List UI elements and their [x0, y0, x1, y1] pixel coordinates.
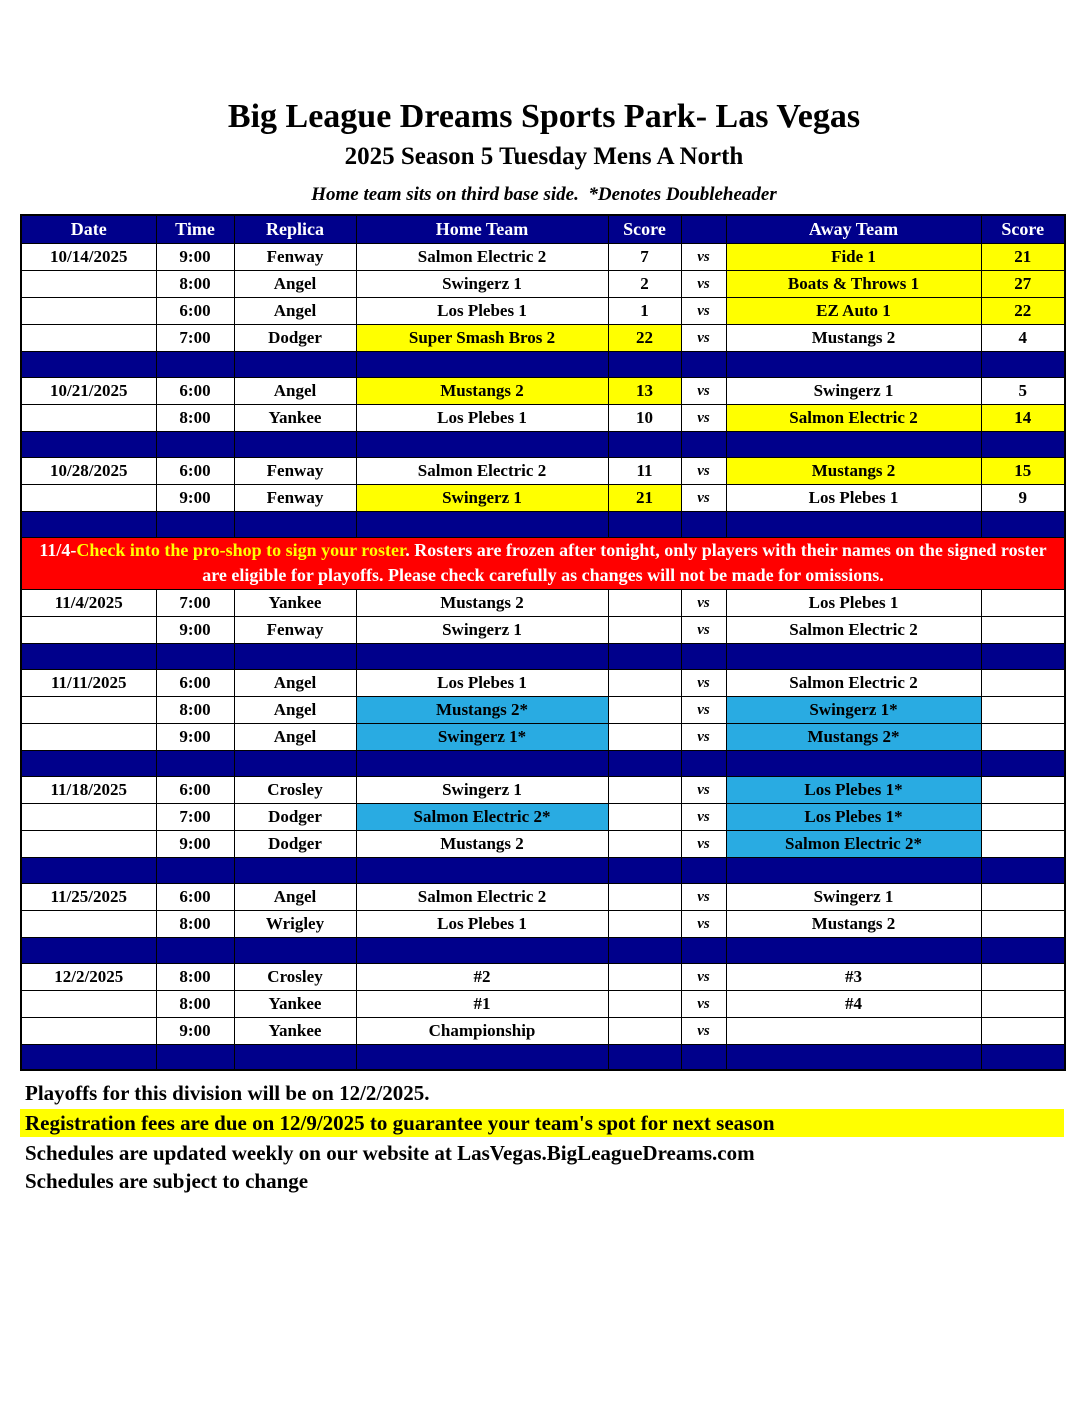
game-row [21, 404, 1065, 431]
cell-away-team: Salmon Electric 2* [726, 830, 981, 857]
footer-subject-to-change-note: Schedules are subject to change [25, 1169, 309, 1193]
cell-date: 11/4/2025 [21, 589, 156, 616]
spacer-cell [234, 643, 356, 669]
cell-away-score: 21 [981, 243, 1065, 270]
cell-time: 6:00 [156, 377, 234, 404]
cell-home-score [608, 963, 681, 990]
cell-away-score [981, 963, 1065, 990]
spacer-cell [234, 351, 356, 377]
cell-time: 9:00 [156, 484, 234, 511]
cell-away-team: Salmon Electric 2 [726, 669, 981, 696]
spacer-cell [726, 431, 981, 457]
col-header-time: Time [156, 215, 234, 243]
game-row [21, 830, 1065, 857]
cell-replica: Fenway [234, 457, 356, 484]
vs-label: vs [681, 404, 726, 431]
cell-away-score [981, 910, 1065, 937]
doubleheader-note: Home team sits on third base side. *Denotes Doubleheader [311, 184, 777, 205]
spacer-cell [726, 351, 981, 377]
spacer-cell [21, 351, 156, 377]
cell-away-team [726, 1017, 981, 1044]
roster-notice-cell [21, 537, 1065, 589]
cell-away-score [981, 723, 1065, 750]
game-row [21, 696, 1065, 723]
cell-home-team: Swingerz 1 [356, 616, 608, 643]
col-header-away-score: Score [981, 215, 1065, 243]
cell-away-team: Mustangs 2 [726, 457, 981, 484]
cell-time: 7:00 [156, 589, 234, 616]
cell-home-team: Salmon Electric 2 [356, 457, 608, 484]
cell-home-team: #2 [356, 963, 608, 990]
cell-away-score [981, 589, 1065, 616]
spacer-cell [608, 937, 681, 963]
cell-time: 7:00 [156, 803, 234, 830]
cell-home-team: Los Plebes 1 [356, 910, 608, 937]
cell-home-team: Swingerz 1 [356, 484, 608, 511]
game-row [21, 324, 1065, 351]
notice-prefix: 11/4- [39, 540, 77, 560]
game-row [21, 990, 1065, 1017]
cell-date: 10/28/2025 [21, 457, 156, 484]
cell-away-team: Swingerz 1 [726, 377, 981, 404]
cell-home-score [608, 696, 681, 723]
spacer-cell [21, 750, 156, 776]
spacer-cell [608, 643, 681, 669]
cell-away-score [981, 830, 1065, 857]
game-row [21, 377, 1065, 404]
spacer-cell [981, 431, 1065, 457]
spacer-cell [234, 1044, 356, 1070]
cell-away-team: Swingerz 1* [726, 696, 981, 723]
notice-rest-text: . Rosters are frozen after tonight, only players with their names on the signed roster are eligible for playoffs. Please check carefully as changes will not be made for omissions. [202, 540, 1047, 585]
cell-away-score: 27 [981, 270, 1065, 297]
cell-home-score: 22 [608, 324, 681, 351]
spacer-cell [981, 1044, 1065, 1070]
table-header-row [21, 215, 1065, 243]
spacer-cell [234, 511, 356, 537]
game-row [21, 484, 1065, 511]
cell-replica: Fenway [234, 484, 356, 511]
spacer-cell [608, 511, 681, 537]
spacer-cell [608, 1044, 681, 1070]
cell-home-score [608, 723, 681, 750]
cell-time: 6:00 [156, 776, 234, 803]
cell-date [21, 910, 156, 937]
cell-date [21, 1017, 156, 1044]
vs-label: vs [681, 910, 726, 937]
cell-away-score [981, 616, 1065, 643]
game-row [21, 270, 1065, 297]
footer-playoffs-note: Playoffs for this division will be on 12/2/2025. [25, 1081, 430, 1105]
notice-highlighted-text: Check into the pro-shop to sign your roster [76, 540, 406, 560]
cell-home-team: Super Smash Bros 2 [356, 324, 608, 351]
cell-away-team: EZ Auto 1 [726, 297, 981, 324]
cell-home-team: Mustangs 2* [356, 696, 608, 723]
cell-away-score [981, 883, 1065, 910]
spacer-cell [356, 857, 608, 883]
cell-date [21, 696, 156, 723]
spacer-cell [356, 643, 608, 669]
spacer-cell [21, 643, 156, 669]
cell-away-score: 5 [981, 377, 1065, 404]
vs-label: vs [681, 963, 726, 990]
cell-away-score [981, 1017, 1065, 1044]
cell-time: 9:00 [156, 830, 234, 857]
spacer-cell [156, 511, 234, 537]
cell-replica: Yankee [234, 990, 356, 1017]
cell-home-score [608, 990, 681, 1017]
spacer-cell [356, 511, 608, 537]
spacer-cell [21, 431, 156, 457]
spacer-cell [21, 511, 156, 537]
cell-replica: Angel [234, 696, 356, 723]
cell-time: 8:00 [156, 910, 234, 937]
cell-date [21, 990, 156, 1017]
cell-date [21, 830, 156, 857]
cell-away-team: Los Plebes 1* [726, 776, 981, 803]
spacer-row [21, 750, 1065, 776]
cell-date: 11/18/2025 [21, 776, 156, 803]
spacer-cell [681, 511, 726, 537]
cell-date: 10/14/2025 [21, 243, 156, 270]
cell-home-team: Mustangs 2 [356, 589, 608, 616]
cell-home-score [608, 883, 681, 910]
cell-home-team: #1 [356, 990, 608, 1017]
vs-label: vs [681, 990, 726, 1017]
game-row [21, 776, 1065, 803]
page-subtitle: 2025 Season 5 Tuesday Mens A North [344, 143, 744, 170]
cell-home-team: Los Plebes 1 [356, 669, 608, 696]
cell-away-team: Fide 1 [726, 243, 981, 270]
spacer-cell [356, 750, 608, 776]
cell-home-team: Swingerz 1* [356, 723, 608, 750]
spacer-row [21, 857, 1065, 883]
cell-home-team: Mustangs 2 [356, 377, 608, 404]
cell-time: 6:00 [156, 297, 234, 324]
spacer-cell [156, 1044, 234, 1070]
game-row [21, 910, 1065, 937]
cell-time: 6:00 [156, 669, 234, 696]
col-header-home-team: Home Team [356, 215, 608, 243]
cell-away-team: Los Plebes 1* [726, 803, 981, 830]
cell-time: 8:00 [156, 990, 234, 1017]
cell-date [21, 484, 156, 511]
vs-label: vs [681, 776, 726, 803]
spacer-cell [234, 857, 356, 883]
game-row [21, 457, 1065, 484]
cell-home-team: Los Plebes 1 [356, 297, 608, 324]
spacer-cell [681, 857, 726, 883]
schedule-table [20, 214, 1066, 1071]
cell-home-team: Salmon Electric 2 [356, 883, 608, 910]
cell-home-team: Salmon Electric 2 [356, 243, 608, 270]
spacer-cell [726, 857, 981, 883]
cell-time: 7:00 [156, 324, 234, 351]
spacer-cell [608, 857, 681, 883]
vs-label: vs [681, 803, 726, 830]
col-header-replica: Replica [234, 215, 356, 243]
cell-date [21, 270, 156, 297]
spacer-cell [156, 431, 234, 457]
cell-away-score [981, 990, 1065, 1017]
cell-date [21, 297, 156, 324]
vs-label: vs [681, 1017, 726, 1044]
cell-away-team: Los Plebes 1 [726, 484, 981, 511]
game-row [21, 723, 1065, 750]
spacer-cell [156, 643, 234, 669]
page-title: Big League Dreams Sports Park- Las Vegas [227, 98, 861, 135]
cell-away-score [981, 696, 1065, 723]
cell-date: 11/25/2025 [21, 883, 156, 910]
cell-date: 12/2/2025 [21, 963, 156, 990]
game-row [21, 297, 1065, 324]
spacer-cell [21, 1044, 156, 1070]
spacer-cell [608, 351, 681, 377]
spacer-cell [681, 351, 726, 377]
spacer-cell [681, 937, 726, 963]
cell-replica: Dodger [234, 324, 356, 351]
cell-home-score [608, 830, 681, 857]
cell-home-score [608, 803, 681, 830]
cell-home-team: Championship [356, 1017, 608, 1044]
col-header-away-team: Away Team [726, 215, 981, 243]
spacer-cell [681, 431, 726, 457]
game-row [21, 616, 1065, 643]
cell-replica: Yankee [234, 1017, 356, 1044]
cell-home-team: Salmon Electric 2* [356, 803, 608, 830]
spacer-cell [726, 1044, 981, 1070]
vs-label: vs [681, 243, 726, 270]
cell-home-score: 13 [608, 377, 681, 404]
roster-notice-row [21, 537, 1065, 589]
cell-away-team: Salmon Electric 2 [726, 616, 981, 643]
cell-away-team: Salmon Electric 2 [726, 404, 981, 431]
vs-label: vs [681, 589, 726, 616]
cell-away-team: #3 [726, 963, 981, 990]
cell-time: 8:00 [156, 963, 234, 990]
spacer-cell [234, 937, 356, 963]
spacer-cell [981, 511, 1065, 537]
cell-home-score: 7 [608, 243, 681, 270]
game-row [21, 963, 1065, 990]
spacer-cell [681, 643, 726, 669]
game-row [21, 669, 1065, 696]
vs-label: vs [681, 270, 726, 297]
cell-replica: Wrigley [234, 910, 356, 937]
spacer-cell [156, 937, 234, 963]
spacer-cell [681, 1044, 726, 1070]
vs-label: vs [681, 297, 726, 324]
vs-label: vs [681, 669, 726, 696]
cell-replica: Fenway [234, 243, 356, 270]
cell-home-score: 21 [608, 484, 681, 511]
vs-label: vs [681, 616, 726, 643]
cell-home-score: 1 [608, 297, 681, 324]
cell-time: 8:00 [156, 270, 234, 297]
cell-away-score: 22 [981, 297, 1065, 324]
cell-away-team: Boats & Throws 1 [726, 270, 981, 297]
cell-replica: Angel [234, 723, 356, 750]
cell-away-score: 15 [981, 457, 1065, 484]
cell-time: 8:00 [156, 404, 234, 431]
cell-replica: Angel [234, 377, 356, 404]
col-header-date: Date [21, 215, 156, 243]
footer-notes [20, 1079, 1064, 1195]
cell-home-team: Los Plebes 1 [356, 404, 608, 431]
cell-away-team: #4 [726, 990, 981, 1017]
cell-home-score: 10 [608, 404, 681, 431]
spacer-cell [356, 1044, 608, 1070]
cell-home-score [608, 616, 681, 643]
spacer-cell [981, 937, 1065, 963]
cell-date [21, 616, 156, 643]
cell-home-team: Swingerz 1 [356, 270, 608, 297]
game-row [21, 1017, 1065, 1044]
cell-replica: Yankee [234, 404, 356, 431]
cell-replica: Angel [234, 669, 356, 696]
cell-away-score [981, 803, 1065, 830]
footer-registration-note: Registration fees are due on 12/9/2025 to guarantee your team's spot for next season [20, 1109, 1064, 1137]
vs-label: vs [681, 324, 726, 351]
spacer-row [21, 643, 1065, 669]
cell-replica: Crosley [234, 776, 356, 803]
cell-home-score: 11 [608, 457, 681, 484]
cell-date [21, 324, 156, 351]
cell-away-score: 9 [981, 484, 1065, 511]
spacer-cell [356, 351, 608, 377]
spacer-cell [234, 750, 356, 776]
spacer-row [21, 431, 1065, 457]
cell-time: 9:00 [156, 1017, 234, 1044]
spacer-cell [726, 643, 981, 669]
cell-away-score: 4 [981, 324, 1065, 351]
spacer-cell [21, 857, 156, 883]
cell-away-team: Mustangs 2 [726, 910, 981, 937]
cell-away-team: Mustangs 2* [726, 723, 981, 750]
spacer-cell [234, 431, 356, 457]
vs-label: vs [681, 457, 726, 484]
spacer-row [21, 1044, 1065, 1070]
cell-replica: Crosley [234, 963, 356, 990]
cell-date [21, 404, 156, 431]
cell-home-score [608, 1017, 681, 1044]
spacer-cell [608, 750, 681, 776]
cell-replica: Angel [234, 270, 356, 297]
col-header-vs [681, 215, 726, 243]
spacer-cell [156, 857, 234, 883]
spacer-cell [681, 750, 726, 776]
cell-away-score: 14 [981, 404, 1065, 431]
cell-away-team: Los Plebes 1 [726, 589, 981, 616]
spacer-cell [726, 937, 981, 963]
cell-replica: Angel [234, 883, 356, 910]
spacer-cell [726, 511, 981, 537]
spacer-row [21, 937, 1065, 963]
vs-label: vs [681, 377, 726, 404]
cell-replica: Dodger [234, 830, 356, 857]
vs-label: vs [681, 484, 726, 511]
cell-home-score [608, 669, 681, 696]
cell-away-team: Mustangs 2 [726, 324, 981, 351]
spacer-cell [608, 431, 681, 457]
spacer-cell [356, 937, 608, 963]
cell-date [21, 803, 156, 830]
cell-away-score [981, 776, 1065, 803]
cell-date: 10/21/2025 [21, 377, 156, 404]
game-row [21, 589, 1065, 616]
cell-home-score [608, 589, 681, 616]
spacer-cell [21, 937, 156, 963]
cell-away-score [981, 669, 1065, 696]
cell-home-score [608, 910, 681, 937]
spacer-cell [981, 643, 1065, 669]
cell-home-score [608, 776, 681, 803]
game-row [21, 803, 1065, 830]
spacer-row [21, 511, 1065, 537]
cell-date [21, 723, 156, 750]
footer-website-note: Schedules are updated weekly on our website at LasVegas.BigLeagueDreams.com [25, 1141, 755, 1165]
cell-time: 9:00 [156, 616, 234, 643]
game-row [21, 243, 1065, 270]
cell-time: 6:00 [156, 883, 234, 910]
spacer-cell [156, 750, 234, 776]
cell-home-team: Mustangs 2 [356, 830, 608, 857]
cell-away-team: Swingerz 1 [726, 883, 981, 910]
spacer-cell [726, 750, 981, 776]
spacer-cell [981, 750, 1065, 776]
spacer-cell [981, 857, 1065, 883]
cell-replica: Angel [234, 297, 356, 324]
cell-time: 8:00 [156, 696, 234, 723]
cell-replica: Yankee [234, 589, 356, 616]
game-row [21, 883, 1065, 910]
vs-label: vs [681, 830, 726, 857]
vs-label: vs [681, 696, 726, 723]
vs-label: vs [681, 723, 726, 750]
spacer-cell [156, 351, 234, 377]
cell-home-team: Swingerz 1 [356, 776, 608, 803]
spacer-cell [356, 431, 608, 457]
spacer-row [21, 351, 1065, 377]
cell-time: 9:00 [156, 723, 234, 750]
cell-time: 6:00 [156, 457, 234, 484]
cell-home-score: 2 [608, 270, 681, 297]
cell-date: 11/11/2025 [21, 669, 156, 696]
vs-label: vs [681, 883, 726, 910]
cell-replica: Fenway [234, 616, 356, 643]
spacer-cell [981, 351, 1065, 377]
col-header-home-score: Score [608, 215, 681, 243]
cell-replica: Dodger [234, 803, 356, 830]
cell-time: 9:00 [156, 243, 234, 270]
